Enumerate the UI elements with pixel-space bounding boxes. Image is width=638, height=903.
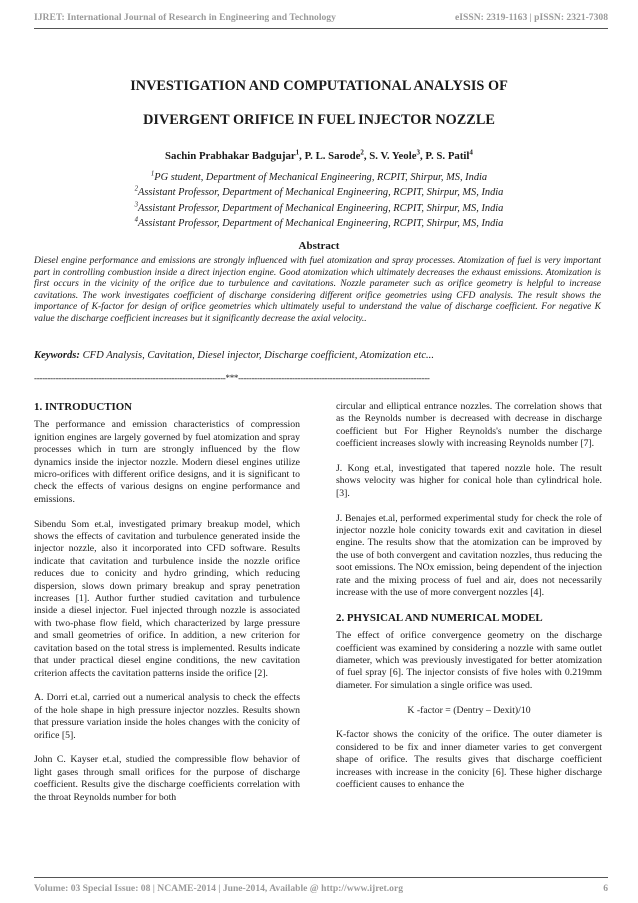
affiliations xyxy=(0,170,638,232)
paragraph: The performance and emission characteristics of compression ignition engines are largely governed by fuel atomization and spray processes which in turn are strongly influenced by the flow dynamics inside the injector nozzle. Modern diesel engines utilize micro-orifices with different orifice designs, and it is significant to check the effects of various designs on engine performance and emissions. xyxy=(34,419,300,505)
keywords-text: CFD Analysis, Cavitation, Diesel injector, Discharge coefficient, Atomization etc... xyxy=(82,350,434,361)
right-column xyxy=(336,401,602,804)
section-heading-introduction: 1. INTRODUCTION xyxy=(34,401,133,413)
author: Sachin Prabhakar Badgujar$^1$, xyxy=(165,148,305,162)
paragraph: circular and elliptical entrance nozzles. The correlation shows that as the Reynolds number is decreased with decrease in discharge coefficient but For Higher Reynolds's number the discharge coefficient increases slowly with increasing Reynolds number [7]. xyxy=(336,401,602,450)
author-list xyxy=(0,150,638,162)
paper-title-line-1: INVESTIGATION AND COMPUTATIONAL ANALYSIS OF xyxy=(130,78,508,94)
issn: eISSN: 2319-1163 | pISSN: 2321-7308 xyxy=(455,12,608,23)
header-rule xyxy=(34,28,608,29)
journal-name: IJRET: International Journal of Research in Engineering and Technology xyxy=(34,12,336,23)
paragraph: J. Kong et.al, investigated that tapered nozzle hole. The result shows velocity was higher for conical hole than cylindrical hole. [3]. xyxy=(336,463,602,499)
keywords xyxy=(34,350,604,361)
paragraph: A. Dorri et.al, carried out a numerical analysis to check the effects of the hole shape in high pressure injector nozzles. Results shown that pressure variation inside the holes changes with the conicity of orifice [5]. xyxy=(34,692,300,741)
paragraph: J. Benajes et.al, performed experimental study for check the role of injector nozzle hole conicity towards exit and cavitation in diesel engine. The results show that the atomization can be improved by the use of both convergent and cavitation nozzles, thus reducing the soot emissions. The NOx emission, being dependent of the injection rate and the mixing process of fuel and air, does not necessarily increase with the use of more convergent nozzles [4]. xyxy=(336,512,603,599)
affiliation: $^4$Assistant Professor, Department of Mechanical Engineering, RCPIT, Shirpur, MS, India xyxy=(134,216,504,230)
author: P. L. Sarode$^2$, xyxy=(304,148,370,162)
equation-k-factor: K -factor = (Dentry – Dexit)/10 xyxy=(407,704,531,716)
paragraph: K-factor shows the conicity of the orifice. The outer diameter is considered to be fix and inner diameter varies to get convergent shape of orifice. The results gives that discharge coefficient increases with increase in the conicity [6]. These higher discharge coefficient causes to enhance the xyxy=(336,729,602,791)
running-header xyxy=(34,12,608,23)
abstract-text: Diesel engine performance and emissions are strongly influenced with fuel atomization and spray processes. Atomization of fuel is very important part in controlling combustion inside a direct injection engine. Good atomization which ultimately decreases the exhaust emissions. Atomization is first occurs in the vicinity of the orifice due to turbulence and cavitations. Nozzle parameter such as orifice geometry is helpful to increase cavitations. The work investigates coefficient of discharge considering different orifice geometries using CFD analysis. The result shows the importance of K-factor for design of orifice geometries which ultimately useful to understand the value of discharge coefficient. For negative K value the discharge coefficient increases but it significantly decrease the axial velocity.. xyxy=(34,256,601,324)
author: S. V. Yeole$^3$, xyxy=(369,148,426,162)
keywords-label: Keywords: xyxy=(34,350,80,361)
page-number: 6 xyxy=(603,883,608,894)
author: P. S. Patil$^4$ xyxy=(425,148,473,162)
paragraph: John C. Kayser et.al, studied the compressible flow behavior of light gases through small orifices for the purpose of discharge coefficient. Results give the discharge coefficients correlation with the throat Reynolds number for both xyxy=(34,754,300,803)
volume-info: Volume: 03 Special Issue: 08 | NCAME-2014 | June-2014, Available @ http://www.ijret.org xyxy=(34,883,403,894)
running-footer xyxy=(34,883,608,894)
left-column xyxy=(34,401,300,816)
paragraph: The effect of orifice convergence geometry on the discharge coefficient was examined by considering a nozzle with same outlet diameter, which was previously investigated for better atomization of fuel spray [6]. The injector consists of five holes with 0.219mm diameter. For simulation a single orifice was used. xyxy=(336,630,602,691)
affiliation: $^1$PG student, Department of Mechanical Engineering, RCPIT, Shirpur, MS, India xyxy=(150,170,488,183)
paper-title-line-2: DIVERGENT ORIFICE IN FUEL INJECTOR NOZZLE xyxy=(143,112,495,128)
section-separator: -----------------------------------------------------------------------***----------------------------------------------------------------------- xyxy=(34,373,430,383)
affiliation: $^2$Assistant Professor, Department of Mechanical Engineering, RCPIT, Shirpur, MS, India xyxy=(134,185,504,199)
affiliation: $^3$Assistant Professor, Department of Mechanical Engineering, RCPIT, Shirpur, MS, India xyxy=(134,201,504,214)
paragraph: Sibendu Som et.al, investigated primary breakup model, which shows the effects of cavitation and turbulence generated inside the injector nozzle, also it incorporated into CFD software. Results indicate that cavitation and turbulence inside the nozzle orifice reduces due to conicity and hydro grinding, which reducing dispersion, slows down primary breakup and spray penetration increases [1]. Author further studied cavitation and turbulence inside a diesel injector. Fuel injected through nozzle is associated with two-phase flow field, which characterized by large pressure and small geometries of orifice. In addition, a new criterion for cavitation based on the total stress is implemented. Results indicate that under practical diesel engine conditions, the new cavitation criterion affects the cavitation patterns inside the orifice [2]. xyxy=(34,518,300,679)
section-heading-physical-model: 2. PHYSICAL AND NUMERICAL MODEL xyxy=(336,611,543,624)
footer-rule xyxy=(34,877,608,878)
abstract-heading: Abstract xyxy=(298,240,340,252)
